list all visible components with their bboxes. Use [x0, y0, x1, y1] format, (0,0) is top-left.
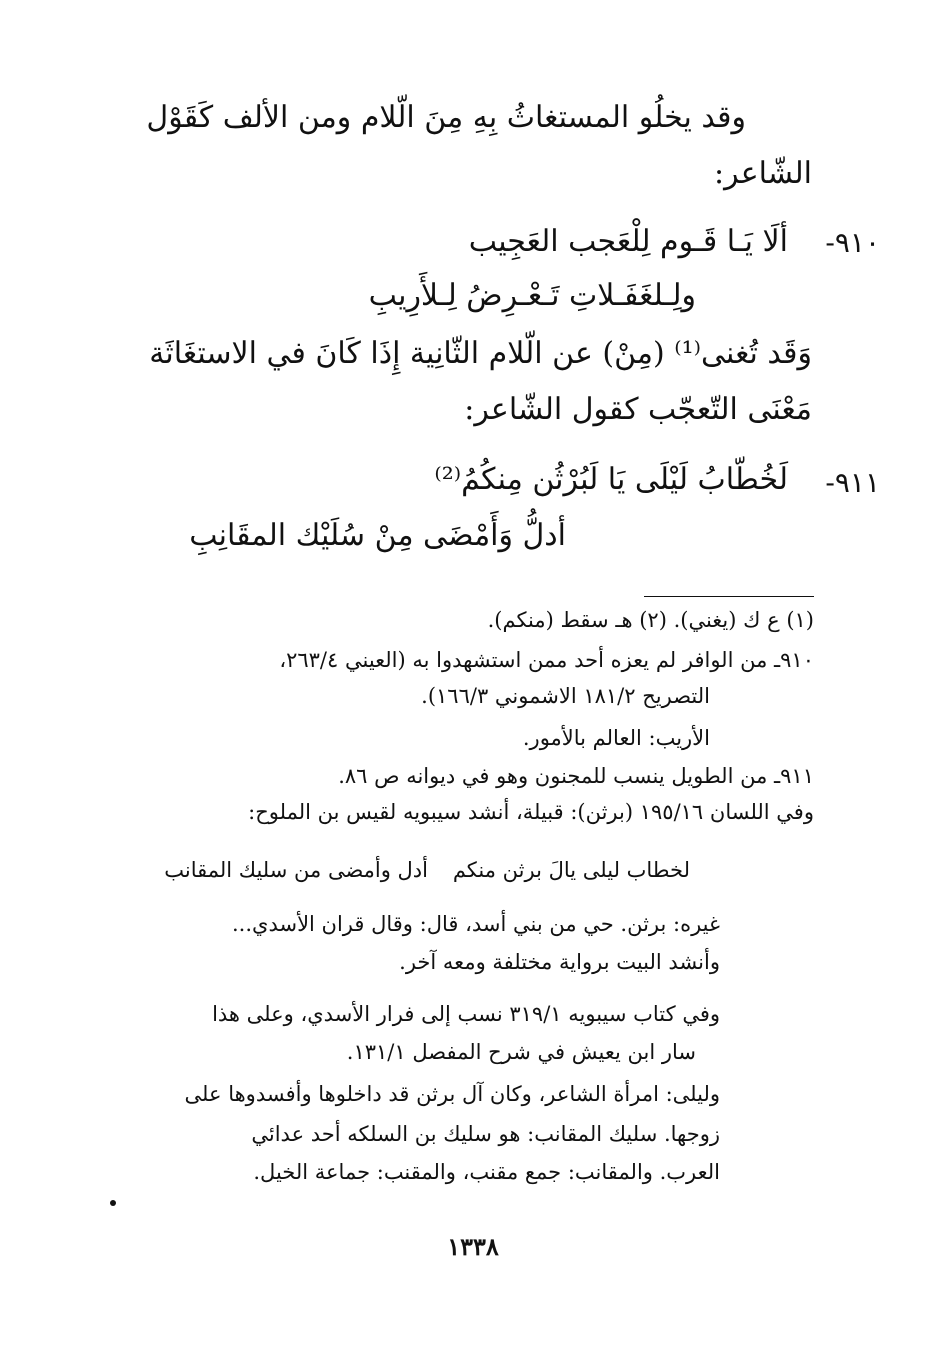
verse-910-first-hemistich: ألَا يَـا قَـوم لِلْعَجب العَجِيب: [468, 224, 788, 259]
verse-911-first-hemistich: لَخُطّابُ لَيْلَى يَا لَبُرْثُن مِنكُمُ⁽²⁾: [434, 462, 788, 497]
footnote-variants: (١) ع ك (يغني). (٢) هـ سقط (منكم).: [487, 608, 814, 632]
verse-911-number: ٩١١-: [825, 466, 880, 499]
footnote-911-line-4: وأنشد البيت برواية مختلفة ومعه آخر.: [399, 950, 720, 974]
margin-dot: [110, 1200, 116, 1206]
footnote-910-line-1: ٩١٠ـ من الوافر لم يعزه أحد ممن استشهدوا به (العيني ٢٦٣/٤،: [279, 648, 814, 672]
verse-911-second-hemistich: أدلُّ وَأَمْضَى مِنْ سُلَيْك المقَانِبِ: [189, 518, 566, 553]
footnote-911-line-2: وفي اللسان ١٩٥/١٦ (برثن): قبيلة، أنشد سيبويه لقيس بن الملوح:: [248, 800, 814, 824]
body-line-2: الشّاعر:: [714, 156, 812, 191]
footnote-separator: [644, 596, 814, 597]
verse-910-second-hemistich: ولِـلغَفَـلاتِ تَـعْـرِضُ لِـلأَرِيبِ: [368, 278, 696, 313]
body-line-1: وقد يخلُو المستغاثُ بِهِ مِنَ الّلام ومن الألف كَقَوْل: [146, 100, 746, 135]
body-line-4: مَعْنَى التّعجّب كقول الشّاعر:: [464, 392, 812, 427]
footnote-poem-second-half: أدل وأمضى من سليك المقانب: [164, 858, 428, 882]
body-line-3: وَقَد تُغنى⁽¹⁾ (مِنْ) عن الّلام الثّانِية إِذَا كَانَ في الاستغَاثَة: [149, 336, 812, 371]
footnote-911-line-1: ٩١١ـ من الطويل ينسب للمجنون وهو في ديوانه ص ٨٦.: [338, 764, 814, 788]
footnote-poem-first-half: لخطاب ليلى يالَ برثن منكم: [452, 858, 690, 882]
footnote-911-line-7: وليلى: امرأة الشاعر، وكان آل برثن قد داخلوها وأفسدوها على: [184, 1082, 720, 1106]
footnote-911-line-3: غيره: برثن. حي من بني أسد، قال: وقال قران الأسدي...: [231, 912, 720, 936]
footnote-911-line-9: العرب. والمقانب: جمع مقنب، والمقنب: جماعة الخيل.: [253, 1160, 720, 1184]
verse-910-number: ٩١٠-: [825, 226, 880, 259]
footnote-911-line-6: سار ابن يعيش في شرح المفصل ١٣١/١.: [346, 1040, 696, 1064]
footnote-910-line-2: التصريح ١٨١/٢ الاشموني ١٦٦/٣).: [421, 684, 710, 708]
page-number: ١٣٣٨: [447, 1232, 499, 1261]
footnote-911-line-8: زوجها. سليك المقانب: هو سليك بن السلكه أحد عدائي: [251, 1122, 720, 1146]
footnote-911-line-5: وفي كتاب سيبويه ٣١٩/١ نسب إلى فرار الأسدي، وعلى هذا: [212, 1002, 720, 1026]
footnote-910-gloss: الأريب: العالم بالأمور.: [522, 726, 710, 750]
